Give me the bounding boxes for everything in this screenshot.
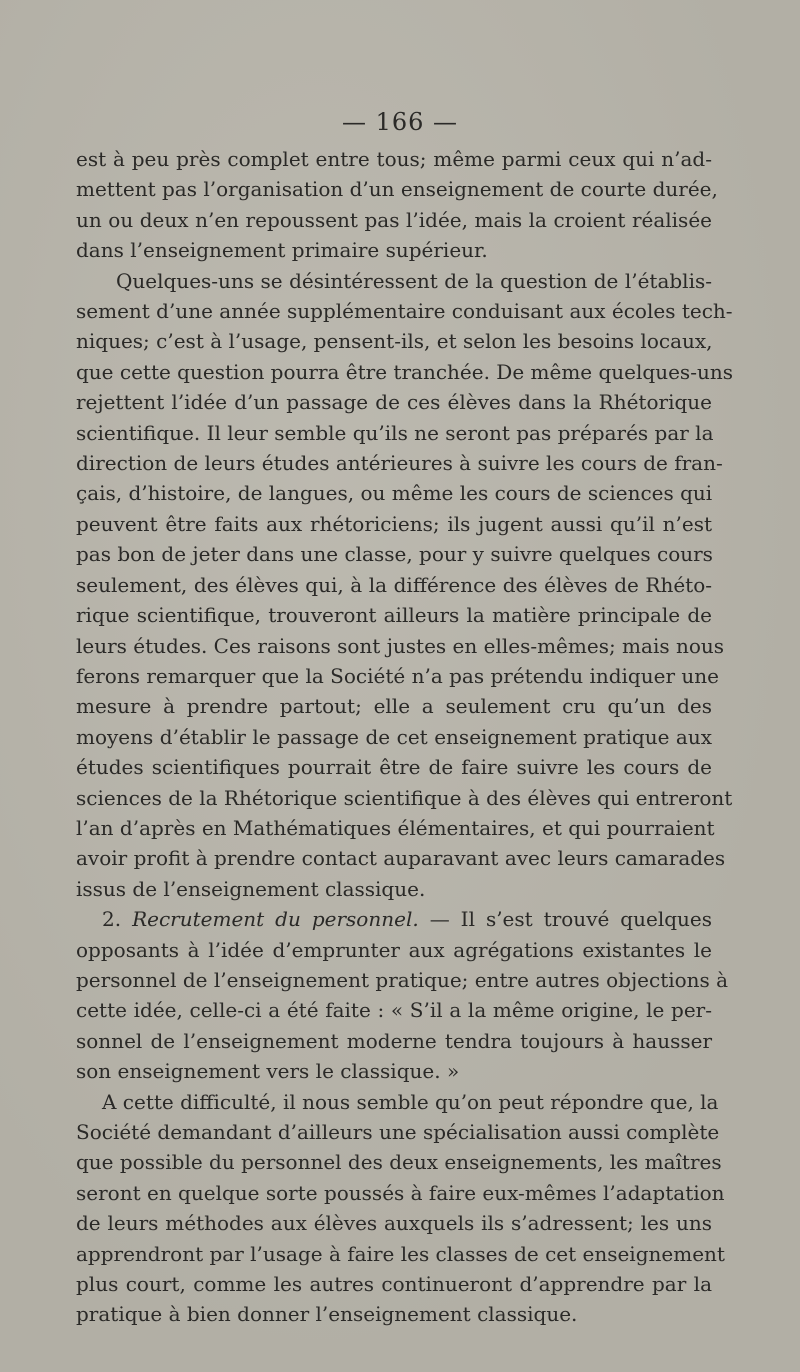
text-line: études scientifiques pourrait être de faire suivre les cours de	[76, 755, 712, 780]
text-line: dans l’enseignement primaire supérieur.	[76, 238, 488, 263]
text-line: avoir profit à prendre contact auparavant avec leurs camarades	[76, 846, 726, 871]
text-line: sciences de la Rhétorique scientifique à des élèves qui entreront	[76, 785, 733, 810]
text-line: ferons remarquer que la Société n’a pas prétendu indiquer une	[76, 663, 719, 688]
text-line: scientifique. Il leur semble qu’ils ne seront pas préparés par la	[76, 420, 714, 445]
text-line: niques; c’est à l’usage, pensent-ils, et selon les besoins locaux,	[76, 329, 713, 354]
text-line: pas bon de jeter dans une classe, pour y suivre quelques cours	[76, 542, 713, 567]
text-line: apprendront par l’usage à faire les classes de cet enseignement	[76, 1241, 725, 1266]
text-line: mesure à prendre partout; elle a seulement cru qu’un des	[76, 694, 712, 719]
text-line: sonnel de l’enseignement moderne tendra toujours à hausser	[76, 1028, 712, 1053]
body-text	[76, 144, 733, 1330]
text-line: que cette question pourra être tranchée. De même quelques-uns	[76, 359, 733, 384]
text-line: l’an d’après en Mathématiques élémentaires, et qui pourraient	[76, 815, 715, 840]
text-line: que possible du personnel des deux enseignements, les maîtres	[76, 1150, 722, 1175]
text-line: plus court, comme les autres continueront d’apprendre par la	[76, 1272, 712, 1297]
text-line: Quelques-uns se désintéressent de la question de l’établis-	[116, 268, 712, 293]
text-line: sement d’une année supplémentaire conduisant aux écoles tech-	[76, 299, 733, 324]
text-fragment: — Il s’est trouvé quelques	[429, 907, 713, 932]
paragraph-2	[76, 266, 733, 905]
paragraph-4	[76, 1087, 725, 1330]
text-line: rejettent l’idée d’un passage de ces élèves dans la Rhétorique	[76, 390, 712, 415]
section-heading: Recrutement du personnel.	[132, 907, 419, 932]
text-line: personnel de l’enseignement pratique; entre autres objections à	[76, 967, 729, 992]
text-line: est à peu près complet entre tous; même parmi ceux qui n’ad-	[76, 147, 712, 171]
text-line: cette idée, celle-ci a été faite : « S’il a la même origine, le per-	[76, 998, 712, 1023]
text-line: seront en quelque sorte poussés à faire eux-mêmes l’adaptation	[76, 1180, 725, 1205]
text-line: pratique à bien donner l’enseignement classique.	[76, 1302, 578, 1327]
text-line: Société demandant d’ailleurs une spécialisation aussi complète	[76, 1120, 720, 1144]
text-line: de leurs méthodes aux élèves auxquels ils s’adressent; les uns	[76, 1211, 712, 1236]
text-line: çais, d’histoire, de langues, ou même les cours de sciences qui	[76, 481, 713, 506]
text-line: son enseignement vers le classique. »	[76, 1059, 460, 1084]
text-line: peuvent être faits aux rhétoriciens; ils jugent aussi qu’il n’est	[76, 511, 712, 536]
text-line: A cette difficulté, il nous semble qu’on peut répondre que, la	[102, 1089, 719, 1114]
section-number: 2.	[102, 907, 122, 932]
text-line: opposants à l’idée d’emprunter aux agrégations existantes le	[76, 937, 712, 962]
paragraph-3	[76, 904, 729, 1086]
text-line: seulement, des élèves qui, à la différence des élèves de Rhéto-	[76, 572, 712, 597]
text-line	[76, 904, 712, 934]
paragraph-1	[76, 144, 718, 266]
text-line: mettent pas l’organisation d’un enseignement de courte durée,	[76, 177, 718, 202]
text-line: moyens d’établir le passage de cet enseignement pratique aux	[76, 724, 712, 749]
page-number: — 166 —	[341, 108, 459, 136]
text-line: leurs études. Ces raisons sont justes en elles-mêmes; mais nous	[76, 633, 725, 658]
text-line: un ou deux n’en repoussent pas l’idée, mais la croient réalisée	[76, 207, 712, 232]
text-line: issus de l’enseignement classique.	[76, 876, 426, 901]
text-line: direction de leurs études antérieures à suivre les cours de fran-	[76, 451, 723, 476]
text-line: rique scientifique, trouveront ailleurs la matière principale de	[76, 603, 712, 628]
